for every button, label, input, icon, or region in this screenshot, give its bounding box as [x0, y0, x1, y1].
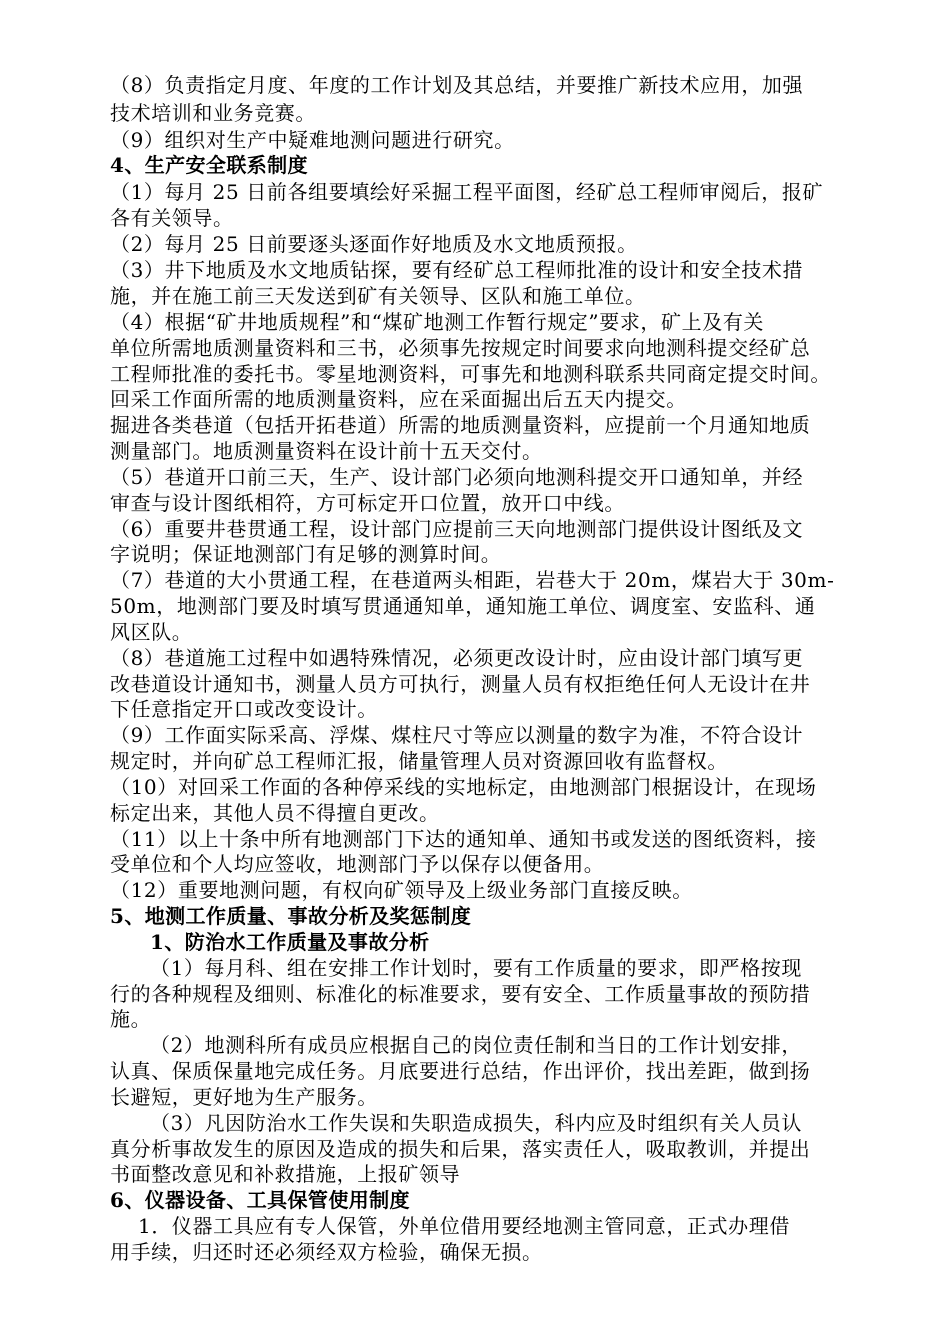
text-line: 各有关领导。: [110, 206, 234, 230]
text-line: 审查与设计图纸相符，方可标定开口位置，放开口中线。: [110, 491, 625, 515]
text-line: 单位所需地质测量资料和三书，必须事先按规定时间要求向地测科提交经矿总: [110, 336, 811, 360]
text-line: （10）对回采工作面的各种停采线的实地标定，由地测部门根据设计，在现场: [110, 775, 817, 799]
text-line: （2）地测科所有成员应根据自己的岗位责任制和当日的工作计划安排，: [150, 1033, 802, 1057]
text-line: 字说明；保证地测部门有足够的测算时间。: [110, 542, 502, 566]
text-line: 施。: [110, 1007, 152, 1031]
text-line: 认真、保质保量地完成任务。月底要进行总结，作出评价，找出差距，做到扬: [110, 1059, 811, 1083]
text-line: （8）巷道施工过程中如遇特殊情况，必须更改设计时，应由设计部门填写更: [110, 646, 804, 670]
text-line: （1）每月科、组在安排工作计划时，要有工作质量的要求，即严格按现: [150, 956, 802, 980]
text-line: 施，并在施工前三天发送到矿有关领导、区队和施工单位。: [110, 284, 646, 308]
text-line: 1．仪器工具应有专人保管，外单位借用要经地测主管同意，正式办理借: [138, 1214, 790, 1238]
text-line: （8）负责指定月度、年度的工作计划及其总结，并要推广新技术应用，加强: [110, 73, 804, 97]
text-line: （3）凡因防治水工作失误和失职造成损失，科内应及时组织有关人员认: [150, 1111, 802, 1135]
text-line: 工程师批准的委托书。零星地测资料，可事先和地测科联系共同商定提交时间。: [110, 362, 831, 386]
text-line: （4）根据“矿井地质规程”和“煤矿地测工作暂行规定”要求，矿上及有关: [110, 310, 765, 334]
text-line: 行的各种规程及细则、标准化的标准要求，要有安全、工作质量事故的预防措: [110, 982, 811, 1006]
text-line: 长避短，更好地为生产服务。: [110, 1085, 378, 1109]
section-heading-6: 6、仪器设备、工具保管使用制度: [110, 1188, 410, 1212]
text-line: （1）每月 25 日前各组要填绘好采掘工程平面图，经矿总工程师审阅后，报矿: [110, 180, 824, 204]
text-line: 书面整改意见和补救措施，上报矿领导: [110, 1162, 461, 1186]
text-line: 测量部门。地质测量资料在设计前十五天交付。: [110, 439, 543, 463]
text-line: （12）重要地测问题，有权向矿领导及上级业务部门直接反映。: [110, 878, 693, 902]
subsection-heading: 1、防治水工作质量及事故分析: [150, 930, 430, 954]
text-line: （9）工作面实际采高、浮煤、煤柱尺寸等应以测量的数字为准，不符合设计: [110, 723, 804, 747]
text-line: （7）巷道的大小贯通工程，在巷道两头相距，岩巷大于 20m，煤岩大于 30m-: [110, 568, 835, 592]
text-line: 用手续，归还时还必须经双方检验，确保无损。: [110, 1240, 543, 1264]
text-line: 标定出来，其他人员不得擅自更改。: [110, 801, 440, 825]
text-line: （9）组织对生产中疑难地测问题进行研究。: [110, 128, 515, 152]
text-line: （5）巷道开口前三天，生产、设计部门必须向地测科提交开口通知单，并经: [110, 465, 804, 489]
section-heading-4: 4、生产安全联系制度: [110, 153, 308, 177]
text-line: （3）井下地质及水文地质钻探，要有经矿总工程师批准的设计和安全技术措: [110, 258, 804, 282]
text-line: 受单位和个人均应签收，地测部门予以保存以便备用。: [110, 852, 605, 876]
section-heading-5: 5、地测工作质量、事故分析及奖惩制度: [110, 904, 472, 928]
text-line: （6）重要井巷贯通工程，设计部门应提前三天向地测部门提供设计图纸及文: [110, 517, 804, 541]
text-line: （2）每月 25 日前要逐头逐面作好地质及水文地质预报。: [110, 232, 638, 256]
text-line: 50m，地测部门要及时填写贯通通知单，通知施工单位、调度室、安监科、通: [110, 594, 816, 618]
text-line: 下任意指定开口或改变设计。: [110, 697, 378, 721]
text-line: 回采工作面所需的地质测量资料，应在采面掘出后五天内提交。: [110, 387, 687, 411]
text-line: 改巷道设计通知书，测量人员方可执行，测量人员有权拒绝任何人无设计在井: [110, 672, 811, 696]
text-line: 技术培训和业务竞赛。: [110, 101, 316, 125]
text-line: 掘进各类巷道（包括开拓巷道）所需的地质测量资料，应提前一个月通知地质: [110, 413, 811, 437]
text-line: 风区队。: [110, 620, 193, 644]
text-line: 真分析事故发生的原因及造成的损失和后果，落实责任人，吸取教训，并提出: [110, 1137, 811, 1161]
text-line: （11）以上十条中所有地测部门下达的通知单、通知书或发送的图纸资料，接: [110, 827, 817, 851]
text-line: 规定时，并向矿总工程师汇报，储量管理人员对资源回收有监督权。: [110, 749, 728, 773]
